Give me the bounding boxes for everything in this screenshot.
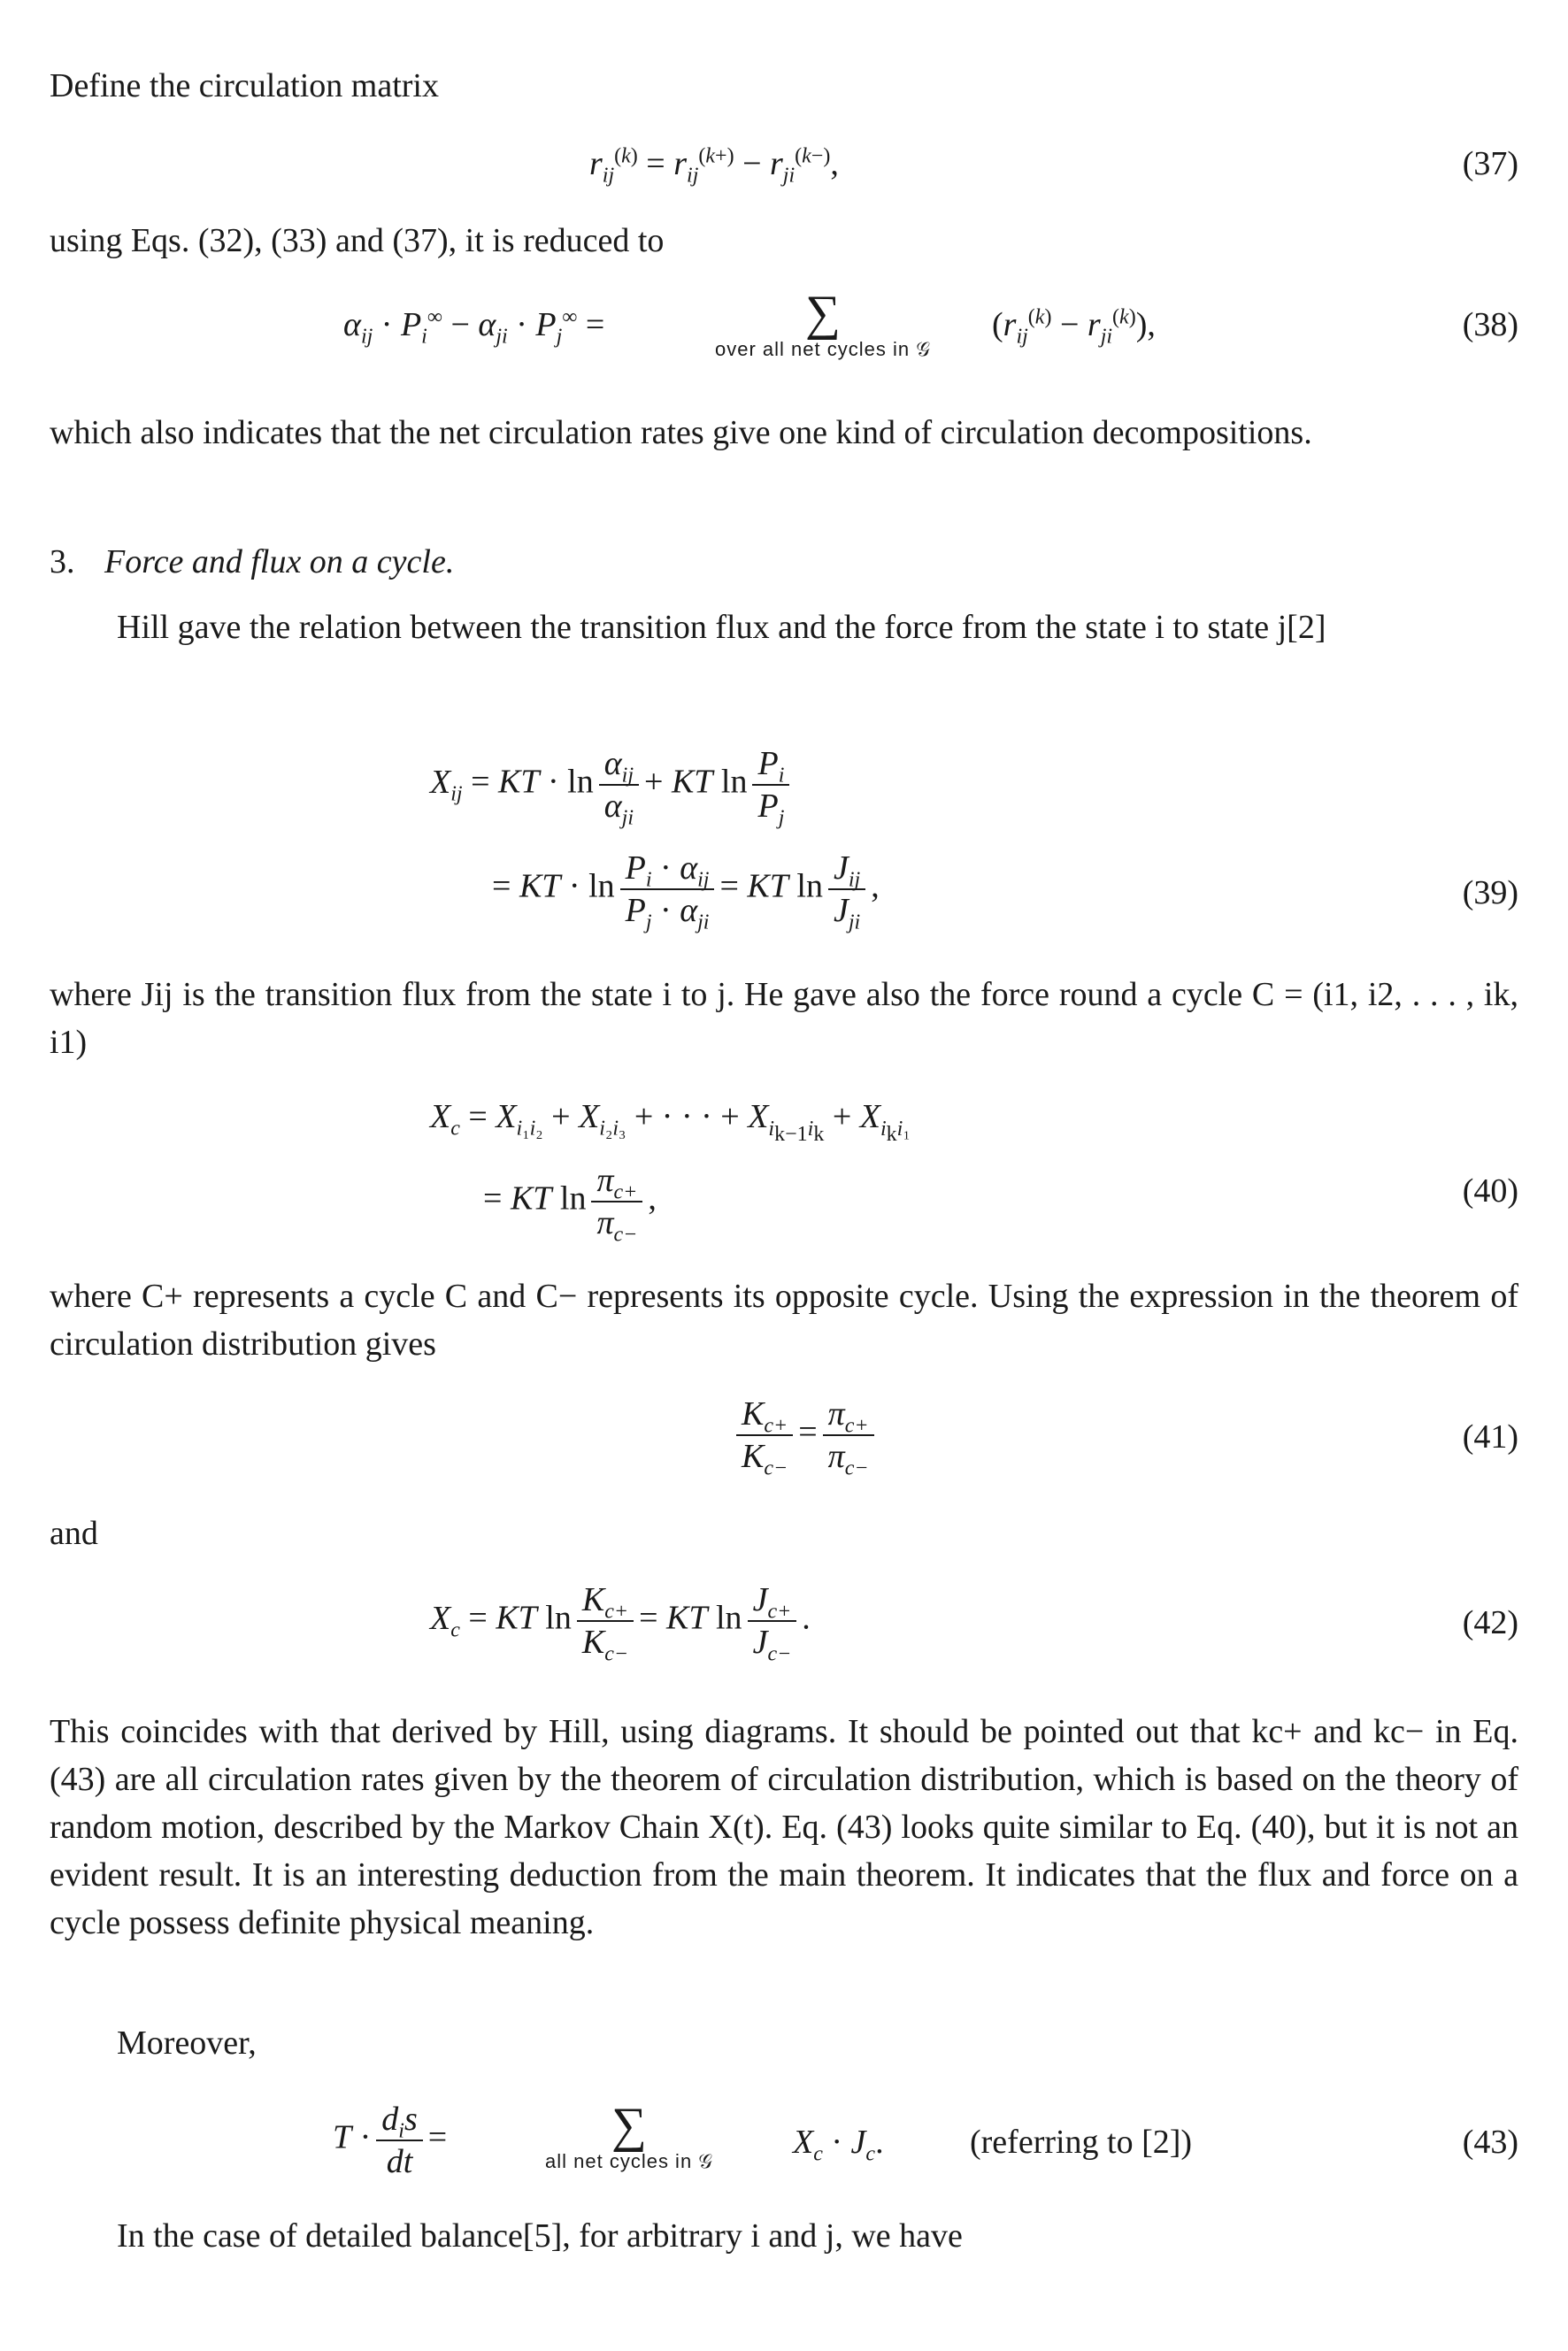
paragraph-where-j: where Jij is the transition flux from the state i to j. He gave also the force round a cycle C = (i1, i2, . . . , ik, i1) bbox=[50, 976, 1518, 1061]
equation-41 bbox=[50, 1394, 1518, 1491]
section-title: Force and flux on a cycle. bbox=[104, 543, 455, 580]
equation-number: (40) bbox=[1462, 1172, 1518, 1210]
equation-number: (37) bbox=[1462, 145, 1518, 182]
equation-number: (39) bbox=[1462, 874, 1518, 911]
section-number: 3. bbox=[50, 543, 75, 580]
paragraph-using: using Eqs. (32), (33) and (37), it is reduced to bbox=[50, 222, 665, 259]
paragraph-where-c: where C+ represents a cycle C and C− represents its opposite cycle. Using the expression in the theorem of circulation distribution gives bbox=[50, 1278, 1518, 1363]
equation-38-rhs: $(r_{ij}^{(k)} - r_{ji}^{(k)})$, bbox=[992, 305, 1156, 349]
equation-37-body: $r_{ij}^{(k)} = r_{ij}^{(k+)} - r_{ji}^{(k-)}$, bbox=[589, 144, 839, 188]
citation-reference: (referring to [2]) bbox=[970, 2124, 1193, 2161]
equation-number: (42) bbox=[1462, 1604, 1518, 1641]
paragraph-and: and bbox=[50, 1515, 98, 1552]
equation-43-rhs: $X_c \cdot J_c$. bbox=[793, 2124, 884, 2166]
equation-38-lhs: $\alpha_{ij} \cdot P_i^\infty - \alpha_{ji} \cdot P_j^\infty$ = bbox=[343, 305, 605, 349]
paragraph-detailed-balance: In the case of detailed balance[5], for arbitrary i and j, we have bbox=[117, 2217, 963, 2255]
equation-38 bbox=[50, 286, 1518, 380]
equation-40-line2: = KT ln $\frac{\pi_{c+}}{\pi_{c-}}$ , bbox=[483, 1162, 657, 1247]
paragraph-moreover: Moreover, bbox=[117, 2024, 257, 2062]
paragraph-coincides: This coincides with that derived by Hill, using diagrams. It should be pointed out that kc+ and kc− in Eq. (43) are all circulation rates given by the theorem of circulation distribution, which is based on the theory of random motion, described by the Markov Chain X(t). Eq. (43) looks quite similar to Eq. (40), but it is not an evident result. It is an interesting deduction from the main theorem. It indicates that the flux and force on a cycle possess definite physical meaning. bbox=[50, 1713, 1518, 1941]
equation-42 bbox=[50, 1579, 1518, 1677]
equation-39-line1: $X_{ij}$ = KT · ln $\frac{\alpha_{ij}}{\alpha_{ji}}$ + KT ln $\frac{P_i}{P_j}$ bbox=[430, 743, 795, 826]
equation-number: (41) bbox=[1462, 1418, 1518, 1456]
equation-40 bbox=[50, 1093, 1518, 1247]
equation-40-line1: $X_c = X_{i_1i_2} + X_{i_2i_3}$ + · · · + $X_{i_{k-1}i_k} + X_{i_ki_1}$ bbox=[430, 1098, 911, 1146]
equation-43-lhs: T · $\frac{d_is}{dt}$ = bbox=[333, 2101, 448, 2180]
equation-41-body: $\frac{K_{c+}}{K_{c-}}$ = $\frac{\pi_{c+}}{\pi_{c-}}$ bbox=[731, 1394, 880, 1477]
equation-39-line2: = KT · ln $\frac{P_i \cdot \alpha_{ij}}{P_j \cdot \alpha_{ji}}$ = KT ln $\frac{J_{ij}}{J_{ji}}$ , bbox=[492, 849, 880, 934]
equation-37 bbox=[50, 140, 1518, 193]
equation-43 bbox=[50, 2099, 1518, 2196]
summation: ∑ all net cycles in 𝒢 bbox=[545, 2098, 713, 2172]
paragraph-which: which also indicates that the net circulation rates give one kind of circulation decompositions. bbox=[50, 414, 1312, 451]
summation: ∑ over all net cycles in 𝒢 bbox=[715, 286, 931, 360]
equation-number: (38) bbox=[1462, 306, 1518, 343]
paragraph-hill: Hill gave the relation between the transition flux and the force from the state i to state j[2] bbox=[117, 609, 1326, 646]
paragraph-define: Define the circulation matrix bbox=[50, 67, 439, 104]
equation-39 bbox=[50, 743, 1518, 938]
equation-42-body: $X_c$ = KT ln $\frac{K_{c+}}{K_{c-}}$ = KT ln $\frac{J_{c+}}{J_{c-}}$ . bbox=[430, 1581, 811, 1666]
equation-number: (43) bbox=[1462, 2124, 1518, 2161]
section-heading bbox=[50, 538, 454, 586]
